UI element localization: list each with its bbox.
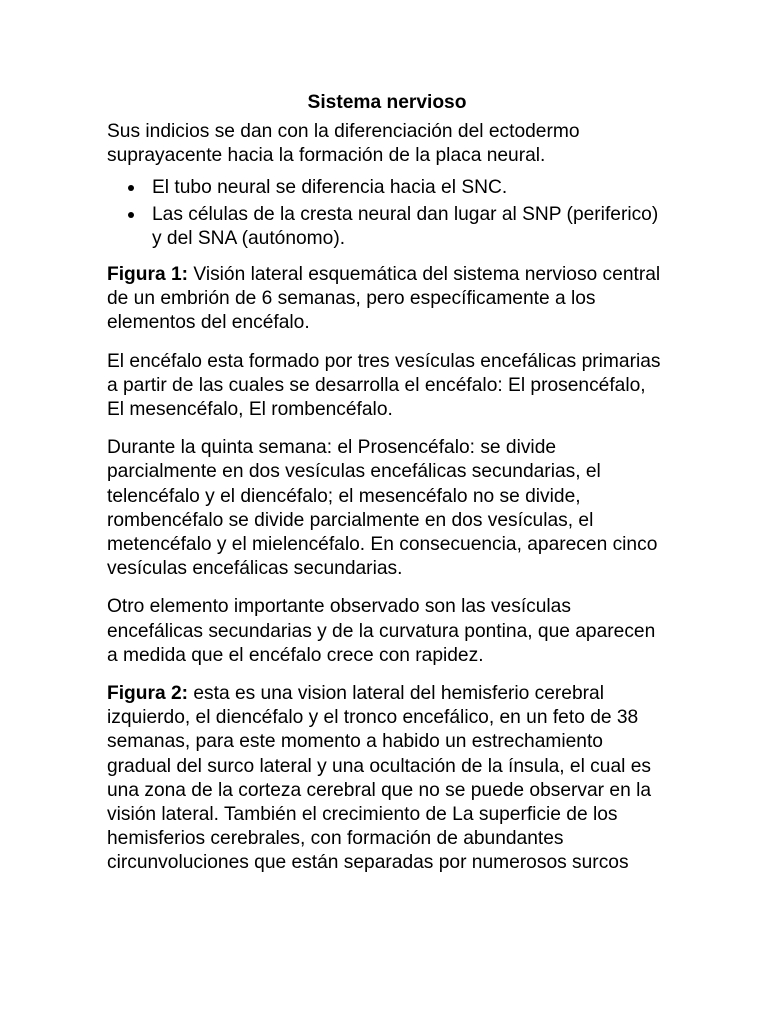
figura2-paragraph [107,682,667,876]
bullet-text: Las células de la cresta neural dan lugar al SNP (periferico) y del SNA (autónomo). [152,203,659,249]
otro-elemento-paragraph: Otro elemento importante observado son las vesículas encefálicas secundarias y de la curvatura pontina, que aparecen a medida que el encéfalo crece con rapidez. [107,596,656,666]
intro-paragraph: Sus indicios se dan con la diferenciación del ectodermo suprayacente hacia la formación de la placa neural. [107,121,580,167]
figura1-text: Visión lateral esquemática del sistema nervioso central de un embrión de 6 semanas, pero específicamente a los elementos del encéfalo. [107,264,661,334]
bullet-item [107,176,667,200]
bullet-list [107,176,667,251]
bullet-dot-icon [128,185,134,191]
figura2-text: esta es una vision lateral del hemisferio cerebral izquierdo, el diencéfalo y el tronco encefálico, en un feto de 38 semanas, para este momento a habido un estrechamiento gradual del surco lateral y una ocultación de la ínsula, el cual es una zona de la corteza cerebral que no se puede observar en la visión lateral. También el crecimiento de La superficie de los hemisferios cerebrales, con formación de abundantes circunvoluciones que están separadas por numerosos surcos [107,683,652,874]
figura1-label: Figura 1: [107,264,189,286]
bullet-dot-icon [128,212,134,218]
quinta-semana-paragraph: Durante la quinta semana: el Prosencéfalo: se divide parcialmente en dos vesículas encefálicas secundarias, el telencéfalo y el diencéfalo; el mesencéfalo no se divide, rombencéfalo se divide parcialmente en dos vesículas, el metencéfalo y el mielencéfalo. En consecuencia, aparecen cinco vesículas encefálicas secundarias. [107,437,658,580]
bullet-text: El tubo neural se diferencia hacia el SNC. [152,177,508,199]
document-page [107,91,667,890]
figura1-paragraph [107,263,667,336]
document-title: Sistema nervioso [307,92,467,113]
encefalo-paragraph: El encéfalo esta formado por tres vesículas encefálicas primarias a partir de las cuales se desarrolla el encéfalo: El prosencéfalo, El mesencéfalo, El rombencéfalo. [107,350,661,421]
figura2-label: Figura 2: [107,683,189,705]
bullet-item [107,203,667,251]
